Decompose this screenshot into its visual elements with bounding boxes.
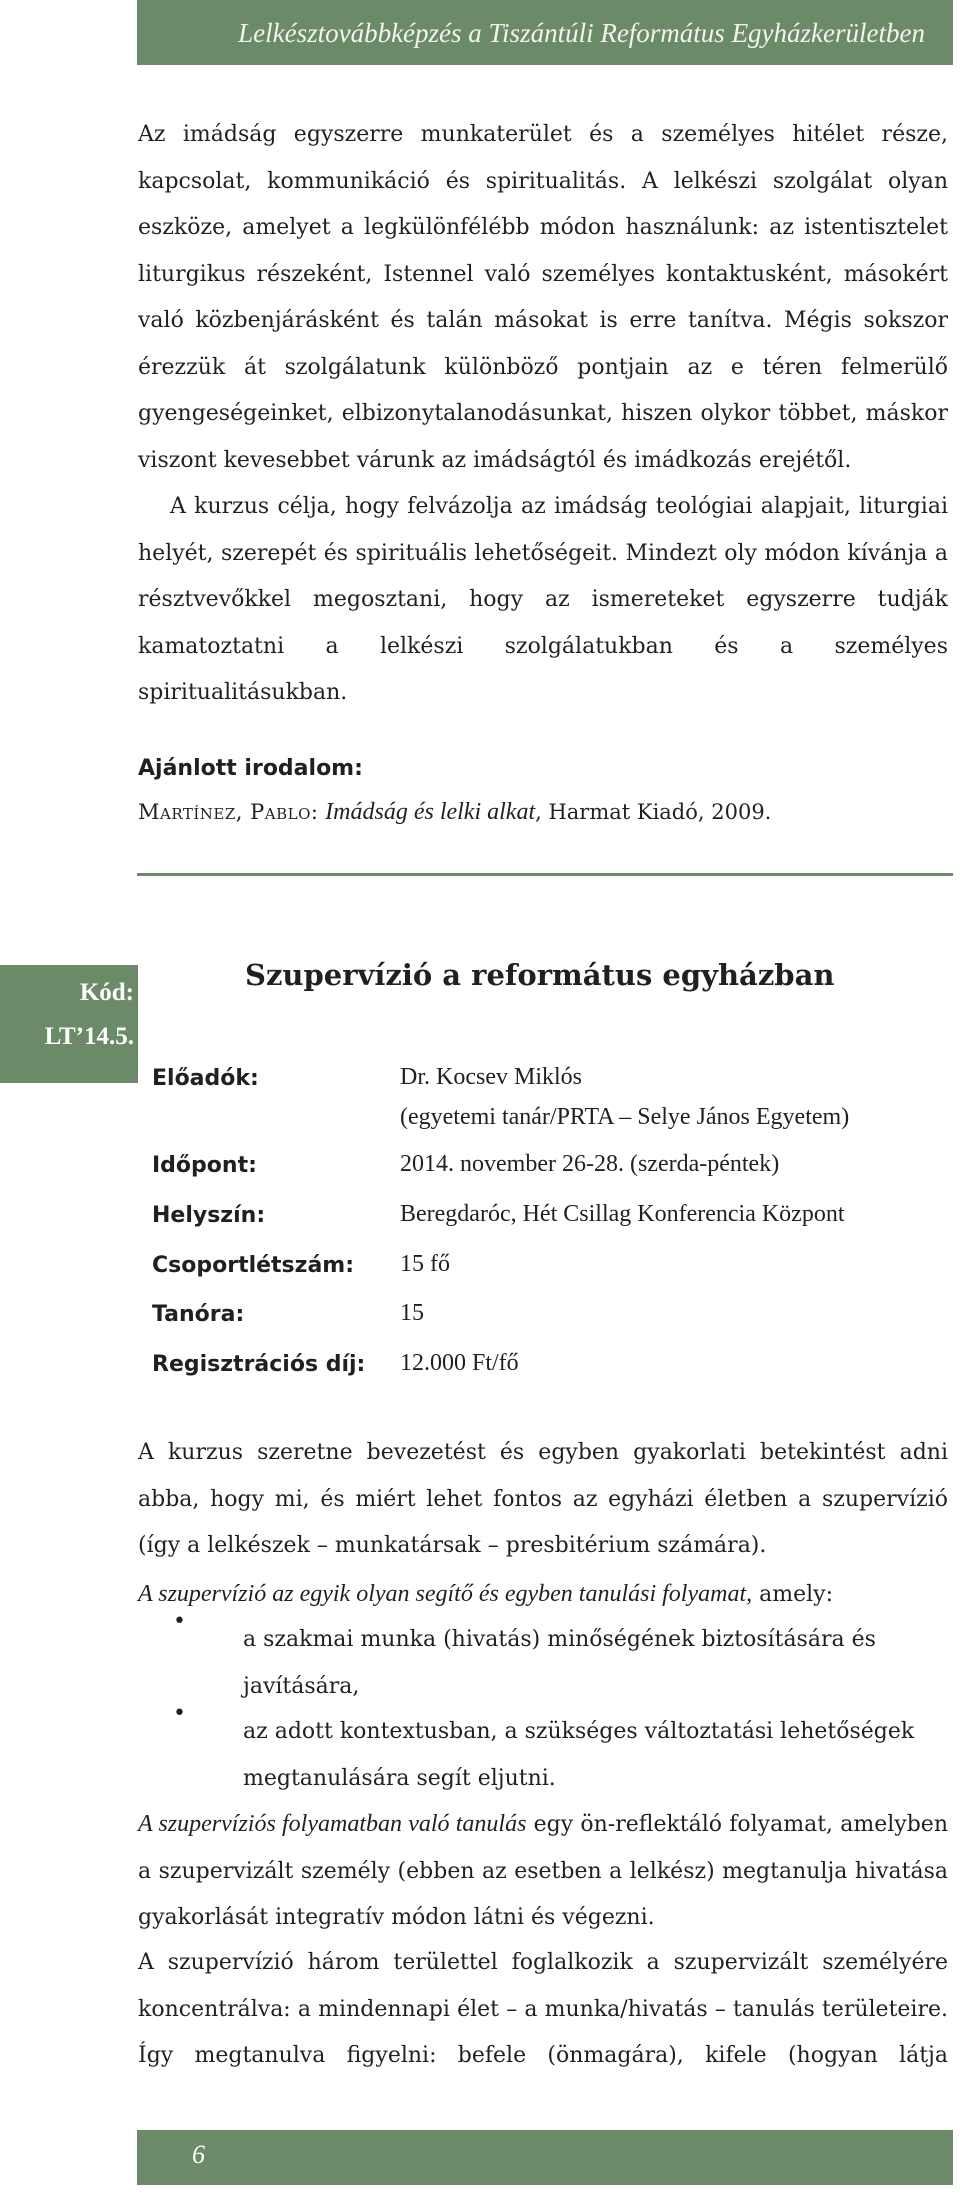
literature-reference (138, 799, 771, 826)
learning-rest: egy ön-reflektáló folyamat, amelyben a szupervizált személy (ebben az esetben a lelkész) megtanulja hivatása gyakorlását integratív módon látni és végezni. (138, 1812, 948, 1930)
venue-label: Helyszín: (152, 1203, 266, 1228)
intro-paragraph-1: Az imádság egyszerre munkaterület és a személyes hitélet része, kapcsolat, kommunikáció és spiritualitás. A lelkészi szolgálat olyan eszköze, amelyet a legkülönfélébb módon használunk: az istentisztelet liturgikus részeként, Istennel való személyes kontaktusként, másokért való közbenjárásként és talán másokat is erre tanítva. Mégis sokszor érezzük át szolgálatunk különböző pontjain az e téren felmerülő gyengeségeinket, elbizonytalanodásunkat, hiszen olykor többet, máskor viszont kevesebbet várunk az imádságtól és imádkozás erejétől. (138, 122, 948, 473)
hours-label: Tanóra: (152, 1302, 245, 1327)
date-value: 2014. november 26-28. (szerda-péntek) (400, 1151, 780, 1177)
course-title: Szupervízió a református egyházban (245, 958, 835, 992)
bullet-dot: • (173, 1701, 186, 1726)
literature-heading: Ajánlott irodalom: (138, 756, 363, 781)
description-paragraph: A kurzus szeretne bevezetést és egyben gyakorlati betekintést adni abba, hogy mi, és miért lehet fontos az egyházi életben a szupervízió (így a lelkészek – munkatársak – presbitérium számára). (138, 1440, 948, 1558)
page-header-band (137, 0, 953, 65)
bullet-item-2: az adott kontextusban, a szükséges változtatási lehetőségek megtanulására segít eljutni. (243, 1719, 915, 1791)
course-code: LT’14.5. (44, 1023, 134, 1050)
presenter-role: (egyetemi tanár/PRTA – Selye János Egyetem) (400, 1104, 850, 1130)
intro-paragraph-2: A kurzus célja, hogy felvázolja az imádság teológiai alapjait, liturgiai helyét, szerepét és spirituális lehetőségeit. Mindezt oly módon kívánja a résztvevőkkel megosztani, hogy az ismereteket egyszerre tudják kamatoztatni a lelkészi szolgálatukban és a személyes spiritualitásukban. (138, 494, 948, 705)
presenter-name: Dr. Kocsev Miklós (400, 1064, 582, 1090)
learning-italic: A szupervíziós folyamatban való tanulás (138, 1811, 527, 1837)
areas-text: A szupervízió három területtel foglalkozik a szupervizált személyére koncentrálva: a mindennapi élet – a munka/hivatás – tanulás területeire. Így megtanulva figyelni: befele (önmagára), kifele (hogyan látja (138, 1950, 948, 2068)
group-size-value: 15 fő (400, 1251, 450, 1277)
intro-section (138, 112, 948, 717)
course-description (138, 1430, 948, 1570)
course-code-badge (0, 965, 138, 1083)
venue-value: Beregdaróc, Hét Csillag Konferencia Központ (400, 1201, 845, 1227)
process-line (138, 1571, 948, 1619)
hours-value: 15 (400, 1300, 424, 1326)
learning-paragraph (138, 1801, 948, 1942)
running-header-title: Lelkésztovábbképzés a Tiszántúli Református Egyházkerületben (238, 18, 925, 48)
course-code-label: Kód: (79, 979, 134, 1006)
fee-label: Regisztrációs díj: (152, 1352, 366, 1377)
group-size-label: Csoportlétszám: (152, 1253, 355, 1278)
process-italic: A szupervízió az egyik olyan segítő és egyben tanulási folyamat, (138, 1581, 753, 1607)
page-number: 6 (192, 2140, 205, 2169)
bullet-item-1: a szakmai munka (hivatás) minőségének biztosítására és javítására, (243, 1627, 876, 1699)
areas-paragraph (138, 1940, 948, 2080)
presenters-label: Előadók: (152, 1066, 259, 1091)
literature-book-title: Imádság és lelki alkat (325, 799, 536, 825)
bullet-dot: • (173, 1609, 186, 1634)
process-rest: amely: (752, 1582, 833, 1607)
literature-publisher: , Harmat Kiadó, 2009. (535, 800, 772, 824)
fee-value: 12.000 Ft/fő (400, 1350, 519, 1376)
section-divider (137, 873, 953, 876)
literature-author: Martínez, Pablo: (138, 800, 319, 824)
date-label: Időpont: (152, 1153, 257, 1178)
page-footer-band (137, 2130, 953, 2185)
